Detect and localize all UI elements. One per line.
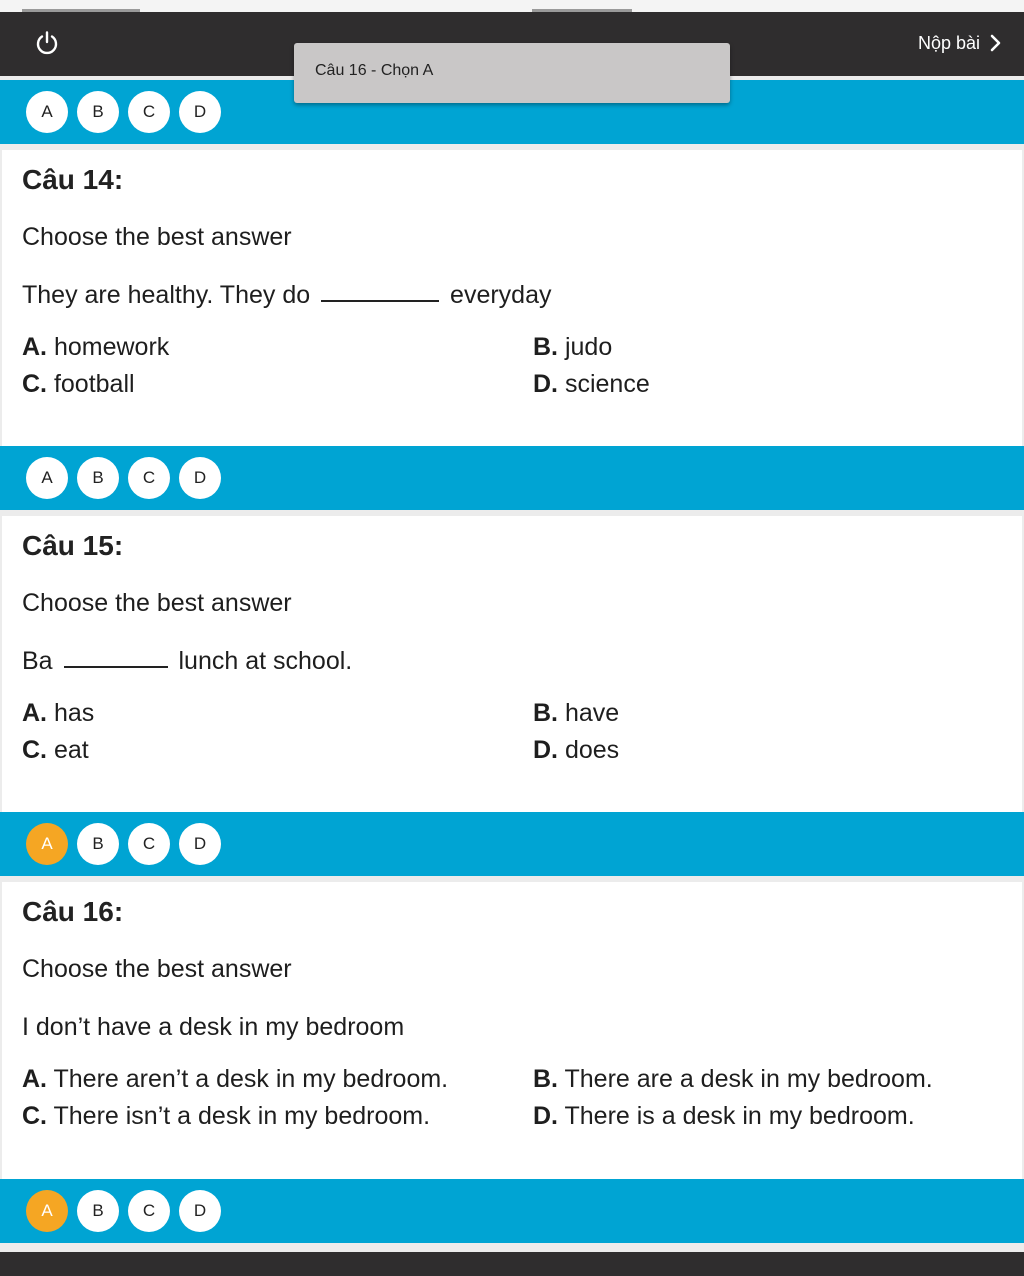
status-strip xyxy=(0,0,1024,12)
option-b: B. judo xyxy=(533,333,613,361)
toast-notification xyxy=(294,43,730,103)
power-icon xyxy=(34,30,60,56)
toast-text: Câu 16 - Chọn A xyxy=(315,62,434,79)
option-c: C. There isn’t a desk in my bedroom. xyxy=(22,1102,431,1130)
answer-options xyxy=(22,698,1002,765)
answer-option-a[interactable]: A xyxy=(26,457,68,499)
power-button[interactable] xyxy=(30,26,64,60)
answer-option-c[interactable]: C xyxy=(128,91,170,133)
answer-option-c[interactable]: C xyxy=(128,1190,170,1232)
answer-option-a[interactable]: A xyxy=(26,823,68,865)
answer-options xyxy=(22,1064,1002,1131)
answer-option-d[interactable]: D xyxy=(179,823,221,865)
answer-options xyxy=(22,332,1002,399)
submit-button[interactable] xyxy=(918,28,1002,58)
submit-label: Nộp bài xyxy=(917,32,980,53)
option-d: D. does xyxy=(533,736,620,764)
question-card xyxy=(2,516,1022,812)
option-d: D. science xyxy=(533,370,650,398)
answer-option-a[interactable]: A xyxy=(26,1190,68,1232)
answer-option-d[interactable]: D xyxy=(179,1190,221,1232)
answer-option-b[interactable]: B xyxy=(77,823,119,865)
option-a: A. has xyxy=(22,699,95,727)
answer-bar xyxy=(0,1179,1024,1243)
prompt-text-after: lunch at school. xyxy=(178,647,353,675)
question-prompt: I don’t have a desk in my bedroom xyxy=(22,1013,405,1041)
answer-option-c[interactable]: C xyxy=(128,823,170,865)
option-c: C. eat xyxy=(22,736,89,764)
answer-bar xyxy=(0,446,1024,510)
chevron-right-icon xyxy=(990,34,1002,52)
option-c: C. football xyxy=(22,370,135,398)
question-instruction: Choose the best answer xyxy=(22,223,292,251)
blank-line xyxy=(64,666,168,668)
answer-option-b[interactable]: B xyxy=(77,457,119,499)
question-card xyxy=(2,150,1022,446)
option-a: A. There aren’t a desk in my bedroom. xyxy=(22,1065,449,1093)
option-d: D. There is a desk in my bedroom. xyxy=(533,1102,915,1130)
question-card xyxy=(2,882,1022,1179)
prompt-text-before: They are healthy. They do xyxy=(22,281,311,309)
answer-option-b[interactable]: B xyxy=(77,1190,119,1232)
option-a: A. homework xyxy=(22,333,170,361)
question-prompt xyxy=(22,646,1002,676)
prompt-text-before: Ba xyxy=(22,647,53,675)
answer-option-d[interactable]: D xyxy=(179,457,221,499)
option-b: B. have xyxy=(533,699,620,727)
question-title: Câu 14: xyxy=(22,164,124,195)
answer-option-d[interactable]: D xyxy=(179,91,221,133)
answer-option-a[interactable]: A xyxy=(26,91,68,133)
answer-bar xyxy=(0,812,1024,876)
answer-option-c[interactable]: C xyxy=(128,457,170,499)
bottom-bar xyxy=(0,1252,1024,1276)
question-title: Câu 15: xyxy=(22,530,124,561)
prompt-text-after: everyday xyxy=(450,281,552,309)
option-b: B. There are a desk in my bedroom. xyxy=(533,1065,933,1093)
question-prompt xyxy=(22,280,1002,310)
question-instruction: Choose the best answer xyxy=(22,955,292,983)
blank-line xyxy=(321,300,439,302)
question-instruction: Choose the best answer xyxy=(22,589,292,617)
answer-option-b[interactable]: B xyxy=(77,91,119,133)
question-title: Câu 16: xyxy=(22,896,124,927)
